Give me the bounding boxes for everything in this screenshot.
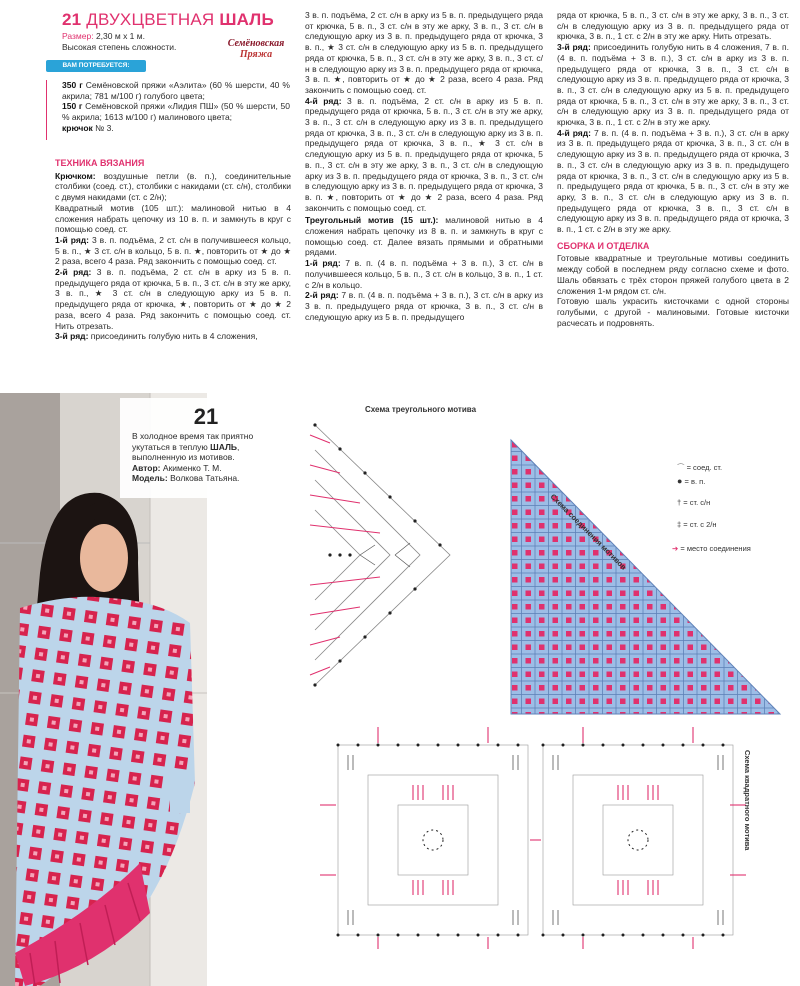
materials: 350 г Семёновской пряжи «Аэлита» (60 % шерсти, 40 % акрила; 781 м/100 г) голубого цвета; 150 г Семёновской пряжи «Лидия ПШ» (50 % шерсти, 50 % акрила; 1613 м/100 г) малинового цвета; крючок № 3. [62,80,290,133]
triangle-motif-scheme [300,415,465,695]
joining-scheme-caption: Схема соединения мотивов [548,492,629,572]
instructions-column-2: 3 в. п. подъёма, 2 ст. с/н в арку из 5 в. п. предыдущего ряда от крючка, 5 в. п., 3 ст. с/н в эту же арку, 3 в. п., 3 ст. с/н в следующую арку из 3 в. п. предыдущего ряда от крючка, 3 в. п., ★ 3 ст. с/н в следующую арку из 5 в. п. предыдущего ряда от крючка, 5 в. п., 3 ст. с/н в эту же арку, 3 в. п., 3 ст. с/н в следующую арку из 3 в. п. предыдущего ряда от крючка, 3 в. п. ★, повторить от ★ до ★ 2 раза, всего 4 раза. Ряд закончить с помощью соед. ст. 4-й ряд: 3 в. п. подъёма, 2 ст. с/н в арку из 5 в. п. предыдущего ряда от крючка, 5 в. п., 3 ст. с/н в эту же арку, 3 в. п., 3 ст. с/н в следующую арку из 3 в. п. предыдущего ряда от крючка, 3 в. п., 3 ст. с/н в следующую арку из 3 в. п. предыдущего ряда от крючка, 3 в. п., ★ 3 ст. с/н в следующую арку из 5 в. п. предыдущего ряда от крючка, 5 в. п., 3 ст. с/н в эту же арку, 3 в. п., 3 ст. с/н в следующую арку из 3 в. п. предыдущего ряда от крючка, 3 в. п., 3 ст. с/н в следующую арку из 3 в. п. предыдущего ряда от крючка, 3 в. п. ★, повторить от ★ до ★ 2 раза, всего 4 раза. Ряд закончить с помощью соед. ст. Треугольный мотив (15 шт.): малиновой нитью в 4 сложения набрать цепочку из 8 в. п. и замкнуть в круг с помощью соед. ст. Далее вязать прямыми и обратными рядами. 1-й ряд: 7 в. п. (4 в. п. подъёма + 3 в. п.), 3 ст. с/н в получившееся кольцо, 5 в. п., 3 ст. с/н в кольцо, 3 в. п., 1 ст. с 2/н в кольцо. 2-й ряд: 7 в. п. (4 в. п. подъёма + 3 в. п.), 3 ст. с/н в арку из 3 в. п. предыдущего ряда от крючка, 3 в. п., 3 ст. с/н в следующую арку из 5 в. п. предыдущего [305,10,544,322]
legend: ⌒ = соед. ст. ● = в. п. † = ст. с/н ‡ = ст. с 2/н ➔ = место соединения [672,463,751,553]
brand-logo: Семёновская Пряжа [227,38,285,60]
article-number: 21 [62,10,82,29]
triangle-scheme-caption: Схема треугольного мотива [365,405,477,414]
page-title [62,10,274,30]
square-scheme-caption: Схема квадратного мотива [743,750,752,851]
pink-stitches [320,727,746,949]
title-thin: ДВУХЦВЕТНАЯ [86,10,215,29]
square-motif-scheme [318,725,748,950]
specs: Размер: 2,30 м х 1 м. Высокая степень сложности. [62,31,177,52]
title-bold: ШАЛЬ [219,10,274,29]
need-badge: ВАМ ПОТРЕБУЕТСЯ: [46,60,146,72]
instructions-column-3: ряда от крючка, 5 в. п., 3 ст. с/н в эту же арку, 3 в. п., 3 ст. с/н в следующую арку из 3 в. п. предыдущего ряда от крючка, 3 в. п., 1 ст. с 2/н в эту же арку. Нить отрезать. 3-й ряд: присоединить голубую нить в 4 сложения, 7 в. п. (4 в. п. подъёма + 3 в. п.), 3 ст. с/н в арку из 3 в. п. предыдущего ряда от крючка, 3 в. п., 3 ст. с/н в следующую арку из 3 в. п. предыдущего ряда от крючка, 3 в. п., 3 ст. с/н в следующую арку из 5 в. п. предыдущего ряда от крючка, 5 в. п., 3 ст. с/н в эту же арку, 3 в. п., 3 ст. с/н в следующую арку из 3 в. п. предыдущего ряда от крючка, 3 в. п., 1 ст. с 2/н в эту же арку. 4-й ряд: 7 в. п. (4 в. п. подъёма + 3 в. п.), 3 ст. с/н в арку из 3 в. п. предыдущего ряда от крючка, 3 в. п., 3 ст. с/н в следующую арку из 3 в. п. предыдущего ряда от крючка, 3 в. п., 3 ст. с/н в следующую арку из 3 в. п. предыдущего ряда от крючка, 3 в. п., 3 ст. с/н в следующую арку из 5 в. п. предыдущего ряда от крючка, 5 в. п., 3 ст. с/н в эту же арку, 3 в. п., 3 ст. с/н в следующую арку из 3 в. п. предыдущего ряда от крючка, 3 в. п., 3 ст. с/н в следующую арку из 3 в. п. предыдущего ряда от крючка, 3 в. п., 1 ст. с 2/н в эту же арку. СБОРКА И ОТДЕЛКА Готовые квадратные и треугольные мотивы соединить между собой в последнем ряду согласно схеме и фото. Шаль обвязать с трёх сторон пряжей голубого цвета в 2 сложения 1-м рядом ст. с/н. Готовую шаль украсить кисточками с одной стороны голубыми, с другой - малиновыми. Готовые кисточки расчесать и подровнять. [557,10,789,328]
technique-column: ТЕХНИКА ВЯЗАНИЯ Крючком: воздушные петли (в. п.), соединительные столбики (соед. ст.), столбики с накидами (ст. с/н), столбики с двумя накидами (ст. с 2/н); Квадратный мотив (105 шт.): малиновой нитью в 4 сложения набрать цепочку из 10 в. п. и замкнуть в круг с помощью соед. ст. 1-й ряд: 3 в. п. подъёма, 2 ст. с/н в получившееся кольцо, 5 в. п., ★ 3 ст. с/н в кольцо, 5 в. п. ★, повторить от ★ до ★ 2 раза, всего 4 раза. Ряд закончить с помощью соед. ст. 2-й ряд: 3 в. п. подъёма, 2 ст. с/н в арку из 5 в. п. предыдущего ряда от крючка, 5 в. п., 3 ст. с/н в эту же арку, 3 в. п., ★ 3 ст. с/н в следующую арку из 5 в. п. предыдущего ряда от крючка, ★, повторить от ★ до ★ 2 раза, всего 4 раза. Ряд закончить с помощью соед. ст. Нить отрезать. 3-й ряд: присоединить голубую нить в 4 сложения, [55,158,291,342]
photo-caption: 21 В холодное время так приятно укутаться в теплую ШАЛЬ, выполненную из мотивов. Автор: Акименко Т. М. Модель: Волкова Татьяна. [120,398,290,498]
assembly-heading: СБОРКА И ОТДЕЛКА [557,240,650,251]
accent-line [46,80,47,140]
technique-heading: ТЕХНИКА ВЯЗАНИЯ [55,158,145,168]
